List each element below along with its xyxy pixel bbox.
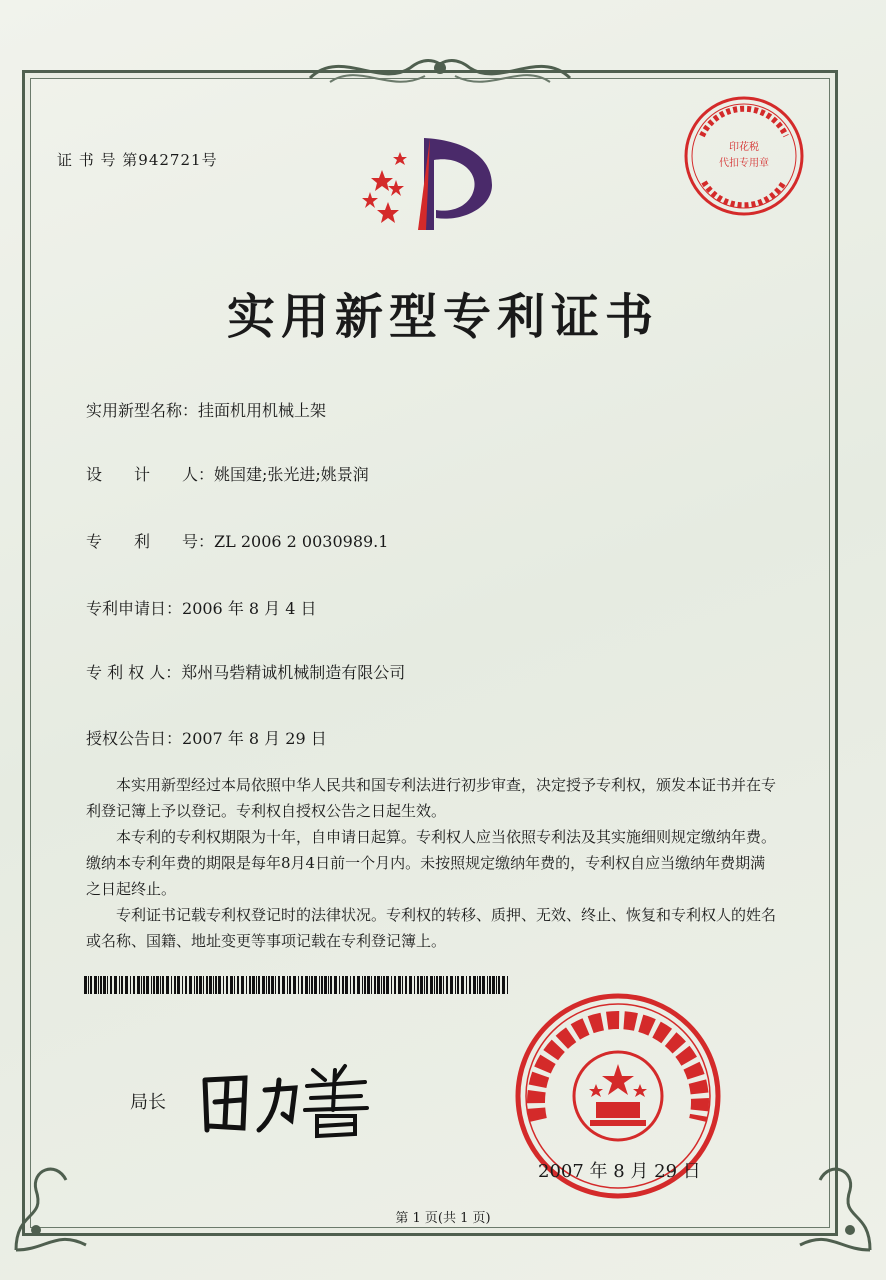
field-patent-number <box>86 529 388 552</box>
patent-office-logo-icon <box>352 130 502 240</box>
body-paragraph: 本实用新型经过本局依照中华人民共和国专利法进行初步审查，决定授予专利权，颁发本证书并在专利登记簿上予以登记。专利权自授权公告之日起生效。 <box>86 776 777 820</box>
national-ip-seal-text <box>0 0 1 1</box>
chief-label: 局长 <box>130 1092 166 1113</box>
field-application-date <box>86 596 317 619</box>
field-value: 2007 年 8 月 29 日 <box>182 729 327 748</box>
page-number: 第 1 页(共 1 页) <box>395 1211 491 1226</box>
field-label: 设 计 人： <box>86 465 215 484</box>
tax-seal-text <box>0 0 1 1</box>
field-patentee <box>86 660 405 683</box>
body-paragraph: 本专利的专利权期限为十年，自申请日起算。专利权人应当依照专利法及其实施细则规定缴纳年费。缴纳本专利年费的期限是每年8月4日前一个月内。未按照规定缴纳年费的，专利权自应当缴纳年费期满之日起终止。 <box>86 828 777 898</box>
field-label: 专 利 号： <box>86 532 215 551</box>
signature-icon <box>195 1050 375 1140</box>
field-label: 授权公告日： <box>86 729 183 748</box>
field-value: 2006 年 8 月 4 日 <box>182 599 317 618</box>
signature-text <box>0 0 1 1</box>
field-label: 专 利 权 人： <box>86 663 182 682</box>
field-label: 专利申请日： <box>86 599 183 618</box>
field-value: 姚国建;张光进;姚景润 <box>214 465 369 484</box>
corner-ornament-icon <box>6 1150 96 1260</box>
field-value: 挂面机用机械上架 <box>198 401 327 420</box>
certificate-title: 实用新型专利证书 <box>226 289 659 345</box>
tax-seal-icon <box>680 92 808 220</box>
issue-date: 2007 年 8 月 29 日 <box>538 1161 701 1182</box>
svg-text:代扣专用章: 代扣专用章 <box>719 158 769 169</box>
field-value: 郑州马砦精诚机械制造有限公司 <box>181 663 406 682</box>
field-utility-model-name <box>86 398 326 421</box>
top-ornament-icon <box>300 38 580 98</box>
certificate-number: 证 书 号 第942721号 <box>57 151 218 169</box>
certificate-body <box>86 772 776 954</box>
field-label: 实用新型名称： <box>86 401 199 420</box>
corner-ornament-icon <box>790 1150 880 1260</box>
field-value: ZL 2006 2 0030989.1 <box>214 532 389 551</box>
field-grant-date <box>86 726 327 749</box>
barcode-icon <box>84 976 508 994</box>
field-designer <box>86 462 369 485</box>
svg-text:印花税: 印花税 <box>729 142 759 153</box>
body-paragraph: 专利证书记载专利权登记时的法律状况。专利权的转移、质押、无效、终止、恢复和专利权人的姓名或名称、国籍、地址变更等事项记载在专利登记簿上。 <box>86 906 777 950</box>
